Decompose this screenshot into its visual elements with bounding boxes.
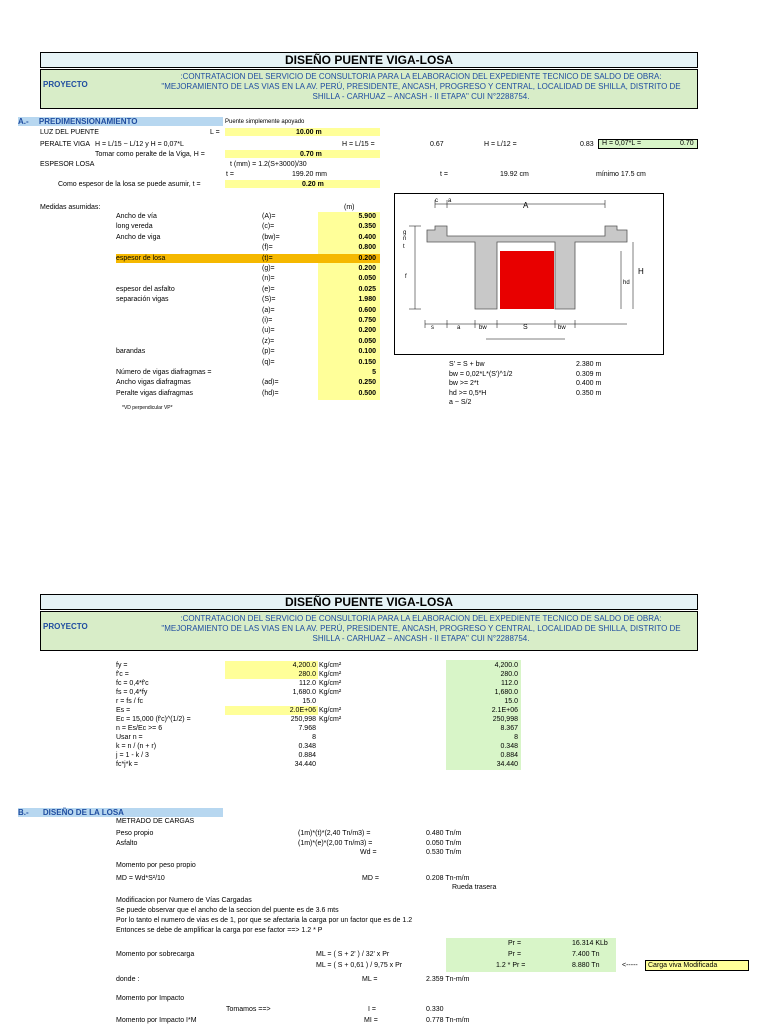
donde-label: donde : <box>116 976 140 983</box>
formula-value: 0.400 m <box>576 380 602 387</box>
medida-symbol: (c)= <box>262 223 275 231</box>
section-a-letter: A.- <box>18 117 29 126</box>
medida-symbol: (z)= <box>262 337 275 345</box>
material-alt-value: 280.0 <box>500 671 518 678</box>
material-name: fs = 0,4*fy <box>116 689 148 696</box>
page2-title: DISEÑO PUENTE VIGA-LOSA <box>40 594 698 610</box>
tomar-peralte: Tomar como peralte de la Viga, H = <box>95 151 205 158</box>
ml-formula-1: ML = ( S + 2' ) / 32' x Pr <box>316 951 390 958</box>
material-alt-value: 34.440 <box>496 761 518 768</box>
formula-value: 0.350 m <box>576 389 602 397</box>
material-value[interactable]: 4,200.0 <box>292 662 316 669</box>
peso-propio-value: 0.480 Tn/m <box>426 830 462 837</box>
formula-text: S' = S + bw <box>449 361 485 368</box>
mi-eq: MI = <box>364 1017 378 1024</box>
material-value[interactable]: 0.348 <box>298 743 316 750</box>
metrado-label: METRADO DE CARGAS <box>116 818 195 825</box>
mi-value: 0.778 Tn-m/m <box>426 1017 470 1024</box>
medida-name: separación vigas <box>116 296 169 304</box>
mom-pp-label: Momento por peso propio <box>116 862 196 869</box>
material-unit: Kg/cm² <box>319 716 342 723</box>
medida-name: espesor del asfalto <box>116 285 175 293</box>
medida-symbol: (bw)= <box>262 233 280 241</box>
medida-value[interactable]: 0.600 <box>358 306 376 314</box>
material-value[interactable]: 7.968 <box>298 725 316 732</box>
formula-text: a ~ S/2 <box>449 399 472 406</box>
mom-imp-label: Momento por Impacto <box>116 995 185 1002</box>
vd-note: *VD perpendicular VP* <box>122 405 173 411</box>
medida-value[interactable]: 0.500 <box>358 389 376 397</box>
material-value[interactable]: 0.884 <box>298 752 316 759</box>
dim-bw2-label: bw <box>558 325 566 331</box>
mod-line-2: Por lo tanto el numero de vias es de 1, por que se afectaria la carga por un factor que es de 1.2 <box>116 917 413 924</box>
page2-project-text: :CONTRATACION DEL SERVICIO DE CONSULTORIA PARA LA ELABORACION DEL EXPEDIENTE TECNICO DE SALDO DE OBRA: "MEJORAMIENTO DE LAS VIAS EN LA AV. PERÚ, PRESIDENTE, ANCASH, PROGRESO Y CENTRAL, LOCALIDAD DE SHILLA, DISTRITO DE SHILLA - CARHUAZ – ANCASH - II ETAPA" CUI N°2288754. <box>161 614 681 643</box>
cross-section-svg <box>395 194 663 354</box>
material-alt-value: 4,200.0 <box>494 662 518 669</box>
medida-name: Peralte vigas diafragmas <box>116 389 194 397</box>
pr1-eq: Pr = <box>508 940 522 947</box>
section-b-letter: B.- <box>18 808 29 817</box>
luz-value: 10.00 m <box>296 129 322 136</box>
material-name: j = 1 - k / 3 <box>116 752 149 759</box>
arrow-indicator: <----- <box>622 962 638 969</box>
md-formula: MD = Wd*S²/10 <box>116 875 165 882</box>
peralte-007-value: 0.70 <box>680 140 694 147</box>
medida-value[interactable]: 0.250 <box>358 379 376 387</box>
formula-text: bw >= 2*t <box>449 380 479 387</box>
cross-section-diagram <box>394 193 664 355</box>
dim-a2-label: a <box>457 325 461 331</box>
medida-symbol: (f)= <box>262 244 273 252</box>
medida-value[interactable]: 0.400 <box>358 233 376 241</box>
material-alt-value: 0.884 <box>500 752 518 759</box>
section-b-header <box>18 808 223 817</box>
material-name: n = Es/Ec >= 6 <box>116 725 163 732</box>
medida-symbol: (q)= <box>262 358 275 366</box>
pr2-value: 7.400 Tn <box>572 951 600 958</box>
peralte-007: H = 0,07*L = <box>602 140 642 147</box>
peso-propio-label: Peso propio <box>116 830 154 837</box>
peralte-l12: H = L/12 = <box>484 141 517 148</box>
medida-symbol: (i)= <box>262 317 273 324</box>
medida-value[interactable]: 0.100 <box>358 348 376 356</box>
dim-g-label: g <box>403 230 407 236</box>
t-eq: t = <box>226 171 234 178</box>
material-name: Usar n = <box>116 734 143 741</box>
material-name: Ec = 15,000 (f'c)^(1/2) = <box>116 716 191 723</box>
material-name: k = n / (n + r) <box>116 743 157 750</box>
medida-value[interactable]: 0.800 <box>358 244 376 252</box>
medida-name: Número de vigas diafragmas = <box>116 369 212 376</box>
mom-sc-label: Momento por sobrecarga <box>116 951 195 958</box>
material-name: r = fs / fc <box>116 698 144 705</box>
material-alt-value: 8.367 <box>500 725 518 732</box>
material-value[interactable]: 34.440 <box>294 761 316 768</box>
pr3-value: 8.880 Tn <box>572 962 600 969</box>
asfalto-value: 0.050 Tn/m <box>426 840 462 847</box>
i-eq: I = <box>368 1006 376 1013</box>
asfalto-formula: (1m)*(e)*(2,00 Tn/m3) = <box>298 840 373 847</box>
material-alt-value: 2.1E+06 <box>491 707 518 714</box>
wd-value: 0.530 Tn/m <box>426 849 462 856</box>
section-b-title: DISEÑO DE LA LOSA <box>42 808 124 817</box>
t-mm: 199.20 mm <box>292 171 328 178</box>
medida-value[interactable]: 0.050 <box>358 275 376 283</box>
unit-m: (m) <box>344 204 355 211</box>
dim-n-label: n <box>403 236 407 242</box>
dim-H-label: H <box>638 267 644 276</box>
rueda-label: Rueda trasera <box>452 884 497 891</box>
espesor-asumir-value: 0.20 m <box>302 181 324 188</box>
formula-value: 0.309 m <box>576 370 602 378</box>
project-box <box>40 69 698 109</box>
material-unit: Kg/cm² <box>319 680 342 687</box>
luz-eq: L = <box>210 129 220 136</box>
project-text: :CONTRATACION DEL SERVICIO DE CONSULTORIA PARA LA ELABORACION DEL EXPEDIENTE TECNICO DE SALDO DE OBRA: "MEJORAMIENTO DE LAS VIAS EN LA AV. PERÚ, PRESIDENTE, ANCASH, PROGRESO Y CENTRAL, LOCALIDAD DE SHILLA, DISTRITO DE SHILLA - CARHUAZ – ANCASH - II ETAPA" CUI N°2288754. <box>161 72 681 101</box>
material-unit: Kg/cm² <box>319 662 342 669</box>
material-alt-value: 250,998 <box>492 716 518 723</box>
espesor-formula: t (mm) = 1.2(S+3000)/30 <box>230 161 307 168</box>
dim-f-label: f <box>405 274 407 280</box>
dim-s1-label: s <box>431 325 434 331</box>
material-value[interactable]: 250,998 <box>290 716 316 723</box>
medidas-label: Medidas asumidas: <box>40 204 101 211</box>
i-value: 0.330 <box>426 1006 444 1013</box>
asfalto-label: Asfalto <box>116 840 138 847</box>
material-value[interactable]: 112.0 <box>299 680 316 687</box>
mi-label: Momento por Impacto I*M <box>116 1017 197 1024</box>
t2-eq: t = <box>440 171 448 178</box>
material-alt-value: 8 <box>514 734 518 741</box>
material-alt-value: 15.0 <box>504 698 518 705</box>
peralte-l12-value: 0.83 <box>580 141 594 148</box>
material-name: fc*j*k = <box>116 761 138 768</box>
medida-value[interactable]: 5 <box>372 369 376 376</box>
medida-symbol: (u)= <box>262 327 275 335</box>
luz-label: LUZ DEL PUENTE <box>40 129 99 136</box>
material-unit: Kg/cm² <box>319 707 342 714</box>
page2-project-box <box>40 611 698 651</box>
material-alt-value: 1,680.0 <box>494 689 518 696</box>
peralte-l15: H = L/15 = <box>342 141 375 148</box>
material-name: Es = <box>116 707 131 714</box>
dim-c-label: c <box>435 198 438 204</box>
medida-value[interactable]: 5.900 <box>358 213 376 220</box>
dim-a1-label: a <box>448 198 452 204</box>
formula-text: hd >= 0,5*H <box>449 389 487 397</box>
formula-text: bw = 0,02*L*(S')^1/2 <box>449 370 513 378</box>
espesor-label: ESPESOR LOSA <box>40 161 95 168</box>
medida-symbol: (g)= <box>262 265 275 272</box>
medida-value[interactable]: 0.750 <box>358 317 376 324</box>
material-unit: Kg/cm² <box>319 671 342 678</box>
medida-name: Ancho de viga <box>116 233 161 241</box>
formula-value: 2.380 m <box>576 361 602 368</box>
medida-value[interactable]: 0.350 <box>358 223 376 231</box>
material-value[interactable]: 280.0 <box>298 671 316 678</box>
t-min: mínimo 17.5 cm <box>596 171 646 178</box>
medida-value[interactable]: 0.050 <box>358 337 376 345</box>
carga-mod-label: Carga viva Modificada <box>648 962 718 969</box>
espesor-asumir: Como espesor de la losa se puede asumir, t = <box>58 181 201 188</box>
dim-S-label: S <box>523 324 528 331</box>
section-a-title: PREDIMENSIONAMIENTO <box>38 117 138 126</box>
ml-value: 2.359 Tn-m/m <box>426 976 470 983</box>
material-alt-value: 112.0 <box>501 680 518 687</box>
pr2-eq: Pr = <box>508 951 522 958</box>
medida-value[interactable]: 0.025 <box>358 285 376 293</box>
peralte-formula: H = L/15 ~ L/12 y H = 0,07*L <box>95 141 184 148</box>
peralte-l15-value: 0.67 <box>430 141 444 148</box>
medida-symbol: (S)= <box>262 296 276 304</box>
puente-tipo: Puente simplemente apoyado <box>225 119 305 125</box>
peso-propio-formula: (1m)*(t)*(2,40 Tn/m3) = <box>298 830 371 837</box>
material-value[interactable]: 2.0E+06 <box>289 707 316 714</box>
material-name: f'c = <box>116 671 129 678</box>
medida-symbol: (n)= <box>262 275 275 283</box>
peralte-label: PERALTE VIGA <box>40 141 91 148</box>
dim-hd-label: hd <box>623 280 630 286</box>
medida-value[interactable]: 0.200 <box>358 265 376 272</box>
pr3-eq: 1.2 * Pr = <box>496 962 526 969</box>
tomar-peralte-value: 0.70 m <box>300 151 322 158</box>
mod-line-3: Entonces se debe de amplificar la carga por ese factor ==> 1.2 * P <box>116 927 323 934</box>
material-value[interactable]: 8 <box>312 734 316 741</box>
medida-name: Ancho vigas diafragmas <box>116 379 191 387</box>
material-alt-value: 0.348 <box>500 743 518 750</box>
pr1-value: 16.314 KLb <box>572 940 608 947</box>
ml-eq: ML = <box>362 976 378 983</box>
tomamos-label: Tomamos ==> <box>226 1006 271 1013</box>
ml-formula-2: ML = ( S + 0,61 ) / 9,75 x Pr <box>316 962 403 969</box>
wd-eq: Wd = <box>360 849 377 856</box>
medida-value[interactable]: 0.200 <box>358 254 376 262</box>
md-value: 0.208 Tn-m/m <box>426 875 470 882</box>
material-value[interactable]: 1,680.0 <box>292 689 316 696</box>
material-name: fc = 0,4*f'c <box>116 680 149 687</box>
material-unit: Kg/cm² <box>319 689 342 696</box>
medida-symbol: (p)= <box>262 348 275 356</box>
material-name: fy = <box>116 662 128 669</box>
medida-symbol: (ad)= <box>262 379 279 387</box>
page-title: DISEÑO PUENTE VIGA-LOSA <box>40 52 698 68</box>
project-label: PROYECTO <box>43 80 88 89</box>
md-eq: MD = <box>362 875 379 882</box>
medida-name: Ancho de vía <box>116 213 157 220</box>
medida-symbol: (t)= <box>262 254 273 262</box>
dim-bw1-label: bw <box>479 325 487 331</box>
material-value[interactable]: 15.0 <box>302 698 316 705</box>
medida-value[interactable]: 0.200 <box>358 327 376 335</box>
mod-label: Modificacion por Numero de Vías Cargadas <box>116 897 252 904</box>
medida-name: espesor de losa <box>116 254 166 262</box>
page2-project-label: PROYECTO <box>43 622 88 631</box>
t-cm: 19.92 cm <box>500 171 529 178</box>
section-a-header <box>18 117 223 126</box>
medida-value[interactable]: 1.980 <box>358 296 376 304</box>
mod-line-1: Se puede observar que el ancho de la seccion del puente es de 3.6 mts <box>116 907 339 914</box>
medida-name: barandas <box>116 348 146 356</box>
dim-A-label: A <box>523 201 529 210</box>
medida-name: long vereda <box>116 223 153 231</box>
medida-symbol: (hd)= <box>262 389 279 397</box>
medida-symbol: (A)= <box>262 213 276 220</box>
medida-symbol: (e)= <box>262 285 275 293</box>
medida-value[interactable]: 0.150 <box>358 358 376 366</box>
dim-t-label: t <box>403 244 405 250</box>
medida-symbol: (a)= <box>262 306 275 314</box>
